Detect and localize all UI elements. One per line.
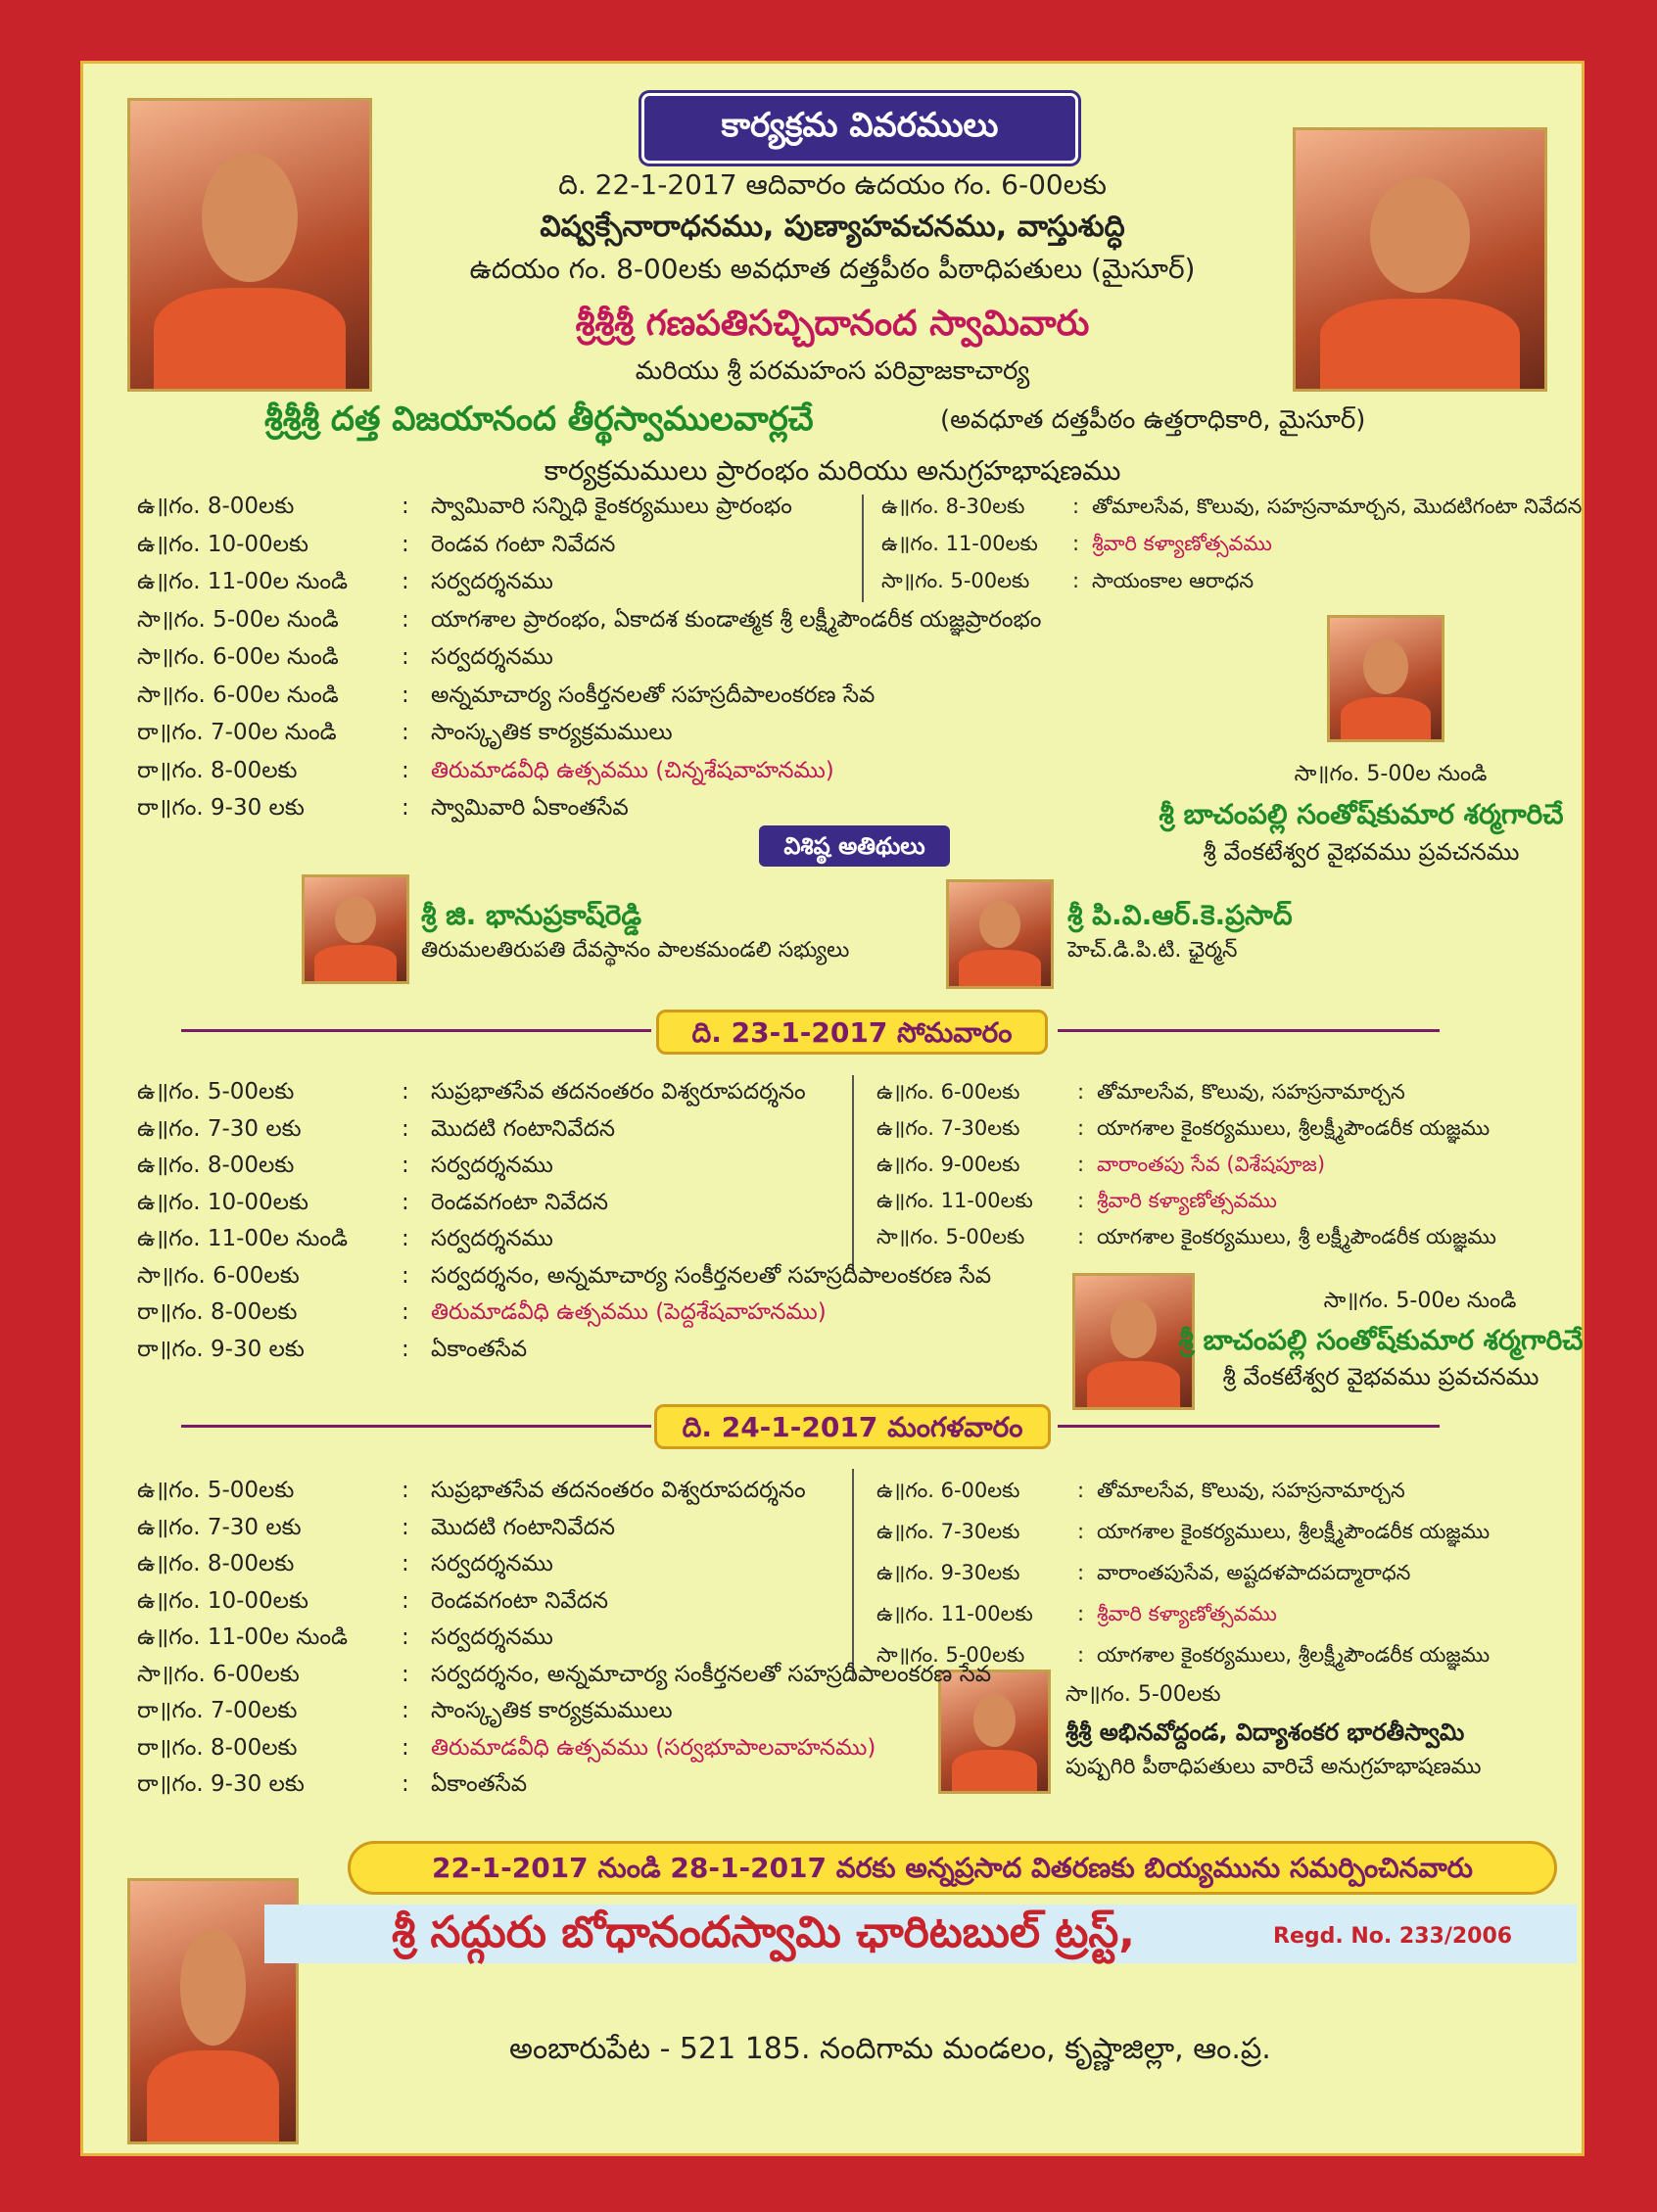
day2-left-time: రా॥గం. 9-30 లకు bbox=[137, 1336, 305, 1362]
trust-regd: Regd. No. 233/2006 bbox=[1273, 1924, 1513, 1949]
day2-speaker-name: శ్రీ బాచంపల్లి సంతోష్‌కుమార శర్మగారిచే bbox=[1178, 1324, 1584, 1356]
day2-right-colon: : bbox=[1077, 1080, 1085, 1104]
day2-right-desc: యాగశాల కైంకర్యములు, శ్రీలక్ష్మీపౌండరీక యజ్ఞము bbox=[1097, 1116, 1491, 1140]
day3-left-colon: : bbox=[402, 1624, 409, 1650]
day2-left-time: రా॥గం. 8-00లకు bbox=[137, 1299, 298, 1325]
day3-right-time: సా॥గం. 5-00లకు bbox=[876, 1643, 1025, 1667]
day2-left-desc: సర్వదర్శనము bbox=[431, 1153, 553, 1178]
guest2-role: హెచ్.డి.పి.టి. ఛైర్మన్ bbox=[1067, 938, 1238, 963]
guest2-name: శ్రీ పి.వి.ఆర్.కె.ప్రసాద్ bbox=[1067, 899, 1293, 931]
day1-left-time: సా॥గం. 6-00ల నుండి bbox=[137, 644, 339, 670]
day1-right-colon: : bbox=[1072, 569, 1080, 592]
day3-right-desc: యాగశాల కైంకర్యములు, శ్రీలక్ష్మీపౌండరీక యజ్ఞము bbox=[1097, 1643, 1491, 1667]
day2-left-colon: : bbox=[402, 1079, 409, 1105]
swamiji-photo-left bbox=[127, 98, 372, 392]
day2-left-colon: : bbox=[402, 1299, 409, 1325]
day2-left-time: ఉ॥గం. 11-00ల నుండి bbox=[137, 1226, 349, 1251]
day1-right-colon: : bbox=[1072, 532, 1080, 555]
day2-right-desc: యాగశాల కైంకర్యములు, శ్రీ లక్ష్మీపౌండరీక యజ్ఞము bbox=[1097, 1225, 1496, 1248]
day2-date: ది. 23-1-2017 సోమవారం bbox=[656, 1010, 1048, 1055]
day2-right-colon: : bbox=[1077, 1153, 1085, 1176]
day3-divider bbox=[852, 1469, 854, 1679]
trust-address: అంబారుపేట - 521 185. నందిగామ మండలం, కృష్ణాజిల్లా, ఆం.ప్ర. bbox=[509, 2032, 1271, 2066]
day3-left-time: ఉ॥గం. 10-00లకు bbox=[137, 1587, 308, 1614]
day3-left-time: ఉ॥గం. 5-00లకు bbox=[137, 1478, 295, 1503]
day3-speaker-time: సా॥గం. 5-00లకు bbox=[1065, 1682, 1221, 1707]
day2-right-desc: తోమాలసేవ, కొలువు, సహస్రనామార్చన bbox=[1097, 1080, 1405, 1104]
day3-right-time: ఉ॥గం. 9-30లకు bbox=[876, 1561, 1020, 1584]
day1-speaker-name: శ్రీ బాచంపల్లి సంతోష్‌కుమార శర్మగారిచే bbox=[1159, 798, 1564, 830]
day3-left-desc: సర్వదర్శనము bbox=[431, 1624, 553, 1650]
day3-speaker-topic: పుష్పగిరి పీఠాధిపతులు వారిచే అనుగ్రహభాషణము bbox=[1065, 1755, 1482, 1779]
day2-left-colon: : bbox=[402, 1336, 409, 1362]
day3-right-desc: యాగశాల కైంకర్యములు, శ్రీలక్ష్మీపౌండరీక యజ్ఞము bbox=[1097, 1520, 1491, 1543]
day3-left-time: ఉ॥గం. 7-30 లకు bbox=[137, 1514, 302, 1540]
day3-right-time: ఉ॥గం. 7-30లకు bbox=[876, 1520, 1020, 1543]
day1-left-colon: : bbox=[402, 531, 409, 557]
day2-divider bbox=[852, 1075, 854, 1271]
day2-left-colon: : bbox=[402, 1226, 409, 1251]
day2-speaker-time: సా॥గం. 5-00ల నుండి bbox=[1323, 1289, 1517, 1313]
guest2-photo bbox=[946, 879, 1054, 989]
day2-left-desc: ఏకాంతసేవ bbox=[431, 1336, 528, 1362]
day3-separator-right bbox=[1058, 1425, 1440, 1428]
day2-right-colon: : bbox=[1077, 1225, 1085, 1248]
day1-right-time: సా॥గం. 5-00లకు bbox=[881, 569, 1030, 592]
day3-left-colon: : bbox=[402, 1661, 409, 1687]
day2-right-colon: : bbox=[1077, 1189, 1085, 1212]
day3-left-time: సా॥గం. 6-00లకు bbox=[137, 1661, 300, 1687]
day3-right-colon: : bbox=[1077, 1520, 1085, 1543]
day2-separator-right bbox=[1058, 1029, 1440, 1032]
day1-left-desc: సర్వదర్శనము bbox=[431, 569, 553, 594]
header-line6a: శ్రీశ్రీశ్రీ దత్త విజయానంద తీర్థస్వాములవార్లచే bbox=[264, 400, 814, 439]
day1-right-desc: తోమాలసేవ, కొలువు, సహస్రనామార్చన, మొదటిగంటా నివేదన bbox=[1092, 494, 1583, 518]
day3-left-desc: తిరుమాడవీధి ఉత్సవము (సర్వభూపాలవాహనము) bbox=[431, 1734, 876, 1761]
day3-right-time: ఉ॥గం. 11-00లకు bbox=[876, 1602, 1033, 1625]
day1-left-colon: : bbox=[402, 795, 409, 821]
day2-left-colon: : bbox=[402, 1262, 409, 1289]
day3-right-colon: : bbox=[1077, 1561, 1085, 1584]
day1-right-desc: శ్రీవారి కళ్యాణోత్సవము bbox=[1092, 532, 1272, 555]
day3-left-desc: మొదటి గంటానివేదన bbox=[431, 1514, 615, 1540]
day1-left-desc: స్వామివారి సన్నిధి కైంకర్యములు ప్రారంభం bbox=[431, 494, 792, 519]
day2-left-time: ఉ॥గం. 5-00లకు bbox=[137, 1079, 295, 1105]
day2-right-time: సా॥గం. 5-00లకు bbox=[876, 1225, 1025, 1248]
day2-right-time: ఉ॥గం. 7-30లకు bbox=[876, 1116, 1020, 1140]
day1-left-desc: అన్నమాచార్య సంకీర్తనలతో సహస్రదీపాలంకరణ సేవ bbox=[431, 682, 876, 708]
page-title: కార్యక్రమ వివరములు bbox=[641, 93, 1078, 164]
header-line4: శ్రీశ్రీశ్రీ గణపతిసచ్చిదానంద స్వామివారు bbox=[575, 304, 1090, 344]
day2-right-colon: : bbox=[1077, 1116, 1085, 1140]
day2-left-desc: రెండవగంటా నివేదన bbox=[431, 1189, 609, 1215]
day1-left-time: ఉ॥గం. 11-00ల నుండి bbox=[137, 569, 349, 594]
day3-separator-left bbox=[181, 1425, 651, 1428]
day3-right-time: ఉ॥గం. 6-00లకు bbox=[876, 1479, 1020, 1502]
day3-left-desc: సర్వదర్శనం, అన్నమాచార్య సంకీర్తనలతో సహస్రదీపాలంకరణ సేవ bbox=[431, 1661, 992, 1687]
day1-left-desc: రెండవ గంటా నివేదన bbox=[431, 531, 616, 557]
day1-left-colon: : bbox=[402, 682, 409, 708]
day3-left-time: రా॥గం. 9-30 లకు bbox=[137, 1771, 305, 1797]
day2-left-time: ఉ॥గం. 8-00లకు bbox=[137, 1153, 295, 1178]
day1-left-time: రా॥గం. 8-00లకు bbox=[137, 757, 298, 783]
guest1-role: తిరుమలతిరుపతి దేవస్థానం పాలకమండలి సభ్యులు bbox=[421, 938, 850, 963]
day3-right-colon: : bbox=[1077, 1643, 1085, 1667]
day3-left-desc: సాంస్కృతిక కార్యక్రమములు bbox=[431, 1698, 673, 1723]
day1-left-time: ఉ॥గం. 8-00లకు bbox=[137, 494, 295, 519]
day2-right-desc: వారాంతపు సేవ (విశేషపూజ) bbox=[1097, 1153, 1326, 1176]
day1-left-colon: : bbox=[402, 569, 409, 594]
day3-left-time: రా॥గం. 8-00లకు bbox=[137, 1734, 298, 1761]
day1-left-desc: స్వామివారి ఏకాంతసేవ bbox=[431, 795, 629, 821]
day1-left-colon: : bbox=[402, 494, 409, 519]
day3-right-desc: శ్రీవారి కళ్యాణోత్సవము bbox=[1097, 1602, 1277, 1625]
day3-left-desc: సుప్రభాతసేవ తదనంతరం విశ్వరూపదర్శనం bbox=[431, 1478, 806, 1503]
day2-right-time: ఉ॥గం. 11-00లకు bbox=[876, 1189, 1033, 1212]
day1-left-colon: : bbox=[402, 757, 409, 783]
day1-speaker-topic: శ్రీ వేంకటేశ్వర వైభవము ప్రవచనము bbox=[1203, 838, 1520, 866]
day3-right-colon: : bbox=[1077, 1479, 1085, 1502]
day2-left-colon: : bbox=[402, 1153, 409, 1178]
day2-right-desc: శ్రీవారి కళ్యాణోత్సవము bbox=[1097, 1189, 1277, 1212]
day3-left-desc: ఏకాంతసేవ bbox=[431, 1771, 528, 1797]
day1-right-colon: : bbox=[1072, 494, 1080, 518]
day3-left-desc: సర్వదర్శనము bbox=[431, 1551, 553, 1577]
day1-left-desc: తిరుమాడవీధి ఉత్సవము (చిన్నశేషవాహనము) bbox=[431, 757, 834, 783]
day1-left-time: ఉ॥గం. 10-00లకు bbox=[137, 531, 308, 557]
day3-speaker-name: శ్రీశ్రీ అభినవోద్దండ, విద్యాశంకర భారతీస్వామి bbox=[1065, 1718, 1465, 1746]
day1-left-time: రా॥గం. 9-30 లకు bbox=[137, 795, 305, 821]
day3-left-time: రా॥గం. 7-00లకు bbox=[137, 1698, 298, 1723]
day2-speaker-topic: శ్రీ వేంకటేశ్వర వైభవము ప్రవచనము bbox=[1222, 1363, 1539, 1390]
day1-left-colon: : bbox=[402, 720, 409, 745]
day2-right-time: ఉ॥గం. 9-00లకు bbox=[876, 1153, 1020, 1176]
day3-right-colon: : bbox=[1077, 1602, 1085, 1625]
day1-left-desc: సాంస్కృతిక కార్యక్రమములు bbox=[431, 720, 673, 745]
footer-banner: 22-1-2017 నుండి 28-1-2017 వరకు అన్నప్రసాద వితరణకు బియ్యమును సమర్పించినవారు bbox=[348, 1841, 1557, 1895]
day2-left-desc: సర్వదర్శనం, అన్నమాచార్య సంకీర్తనలతో సహస్రదీపాలంకరణ సేవ bbox=[431, 1262, 992, 1289]
day1-left-colon: : bbox=[402, 644, 409, 670]
day3-left-time: ఉ॥గం. 8-00లకు bbox=[137, 1551, 295, 1577]
day2-left-desc: తిరుమాడవీధి ఉత్సవము (పెద్దశేషవాహనము) bbox=[431, 1299, 827, 1325]
trust-name: శ్రీ సద్గురు బోధానందస్వామి ఛారిటబుల్ ట్రస్ట్, bbox=[392, 1907, 1135, 1957]
day2-separator-left bbox=[181, 1029, 651, 1032]
header-line6b: (అవధూత దత్తపీఠం ఉత్తరాధికారి, మైసూర్) bbox=[940, 405, 1366, 435]
header-line3: ఉదయం గం. 8-00లకు అవధూత దత్తపీఠం పీఠాధిపతులు (మైసూర్) bbox=[469, 253, 1196, 285]
guest1-name: శ్రీ జి. భానుప్రకాష్‌రెడ్డి bbox=[421, 899, 642, 931]
day3-left-colon: : bbox=[402, 1551, 409, 1577]
day3-right-desc: వారాంతపుసేవ, అష్టదళపాదపద్మారాధన bbox=[1097, 1561, 1411, 1584]
day3-date: ది. 24-1-2017 మంగళవారం bbox=[654, 1404, 1051, 1449]
day1-left-desc: సర్వదర్శనము bbox=[431, 644, 553, 670]
day3-left-desc: రెండవగంటా నివేదన bbox=[431, 1587, 609, 1614]
day3-left-colon: : bbox=[402, 1514, 409, 1540]
day2-left-desc: మొదటి గంటానివేదన bbox=[431, 1115, 615, 1142]
guest1-photo bbox=[302, 874, 409, 984]
speaker1-photo bbox=[1327, 615, 1444, 742]
header-line1: ది. 22-1-2017 ఆదివారం ఉదయం గం. 6-00లకు bbox=[558, 168, 1107, 201]
swamiji-photo-right bbox=[1293, 127, 1547, 392]
day3-left-time: ఉ॥గం. 11-00ల నుండి bbox=[137, 1624, 349, 1650]
day1-right-desc: సాయంకాల ఆరాధన bbox=[1092, 569, 1255, 592]
day1-speaker-time: సా॥గం. 5-00ల నుండి bbox=[1294, 762, 1488, 786]
day3-right-desc: తోమాలసేవ, కొలువు, సహస్రనామార్చన bbox=[1097, 1479, 1405, 1502]
day2-left-desc: సుప్రభాతసేవ తదనంతరం విశ్వరూపదర్శనం bbox=[431, 1079, 806, 1105]
day2-left-time: సా॥గం. 6-00లకు bbox=[137, 1262, 300, 1289]
header-line5: మరియు శ్రీ పరమహంస పరివ్రాజకాచార్య bbox=[635, 356, 1030, 386]
day3-left-colon: : bbox=[402, 1698, 409, 1723]
day2-left-desc: సర్వదర్శనము bbox=[431, 1226, 553, 1251]
header-line2: విష్వక్సేనారాధనము, పుణ్యాహవచనము, వాస్తుశుద్ధి bbox=[540, 210, 1125, 244]
day1-left-time: సా॥గం. 5-00ల నుండి bbox=[137, 606, 339, 633]
day3-left-colon: : bbox=[402, 1478, 409, 1503]
day1-right-time: ఉ॥గం. 8-30లకు bbox=[881, 494, 1025, 518]
day2-left-colon: : bbox=[402, 1189, 409, 1215]
day2-left-colon: : bbox=[402, 1115, 409, 1142]
header-line7: కార్యక్రమములు ప్రారంభం మరియు అనుగ్రహభాషణము bbox=[544, 454, 1121, 487]
day1-right-time: ఉ॥గం. 11-00లకు bbox=[881, 532, 1038, 555]
day2-left-time: ఉ॥గం. 10-00లకు bbox=[137, 1189, 308, 1215]
day1-left-colon: : bbox=[402, 606, 409, 633]
guests-title: విశిష్ఠ అతిథులు bbox=[759, 825, 950, 867]
day3-left-colon: : bbox=[402, 1587, 409, 1614]
day3-left-colon: : bbox=[402, 1771, 409, 1797]
day2-left-time: ఉ॥గం. 7-30 లకు bbox=[137, 1115, 302, 1142]
day1-left-desc: యాగశాల ప్రారంభం, ఏకాదశ కుండాత్మక శ్రీ లక్ష్మీపౌండరీక యజ్ఞప్రారంభం bbox=[431, 606, 1042, 633]
day1-divider bbox=[862, 494, 864, 602]
day3-left-colon: : bbox=[402, 1734, 409, 1761]
day1-left-time: సా॥గం. 6-00ల నుండి bbox=[137, 682, 339, 708]
day1-left-time: రా॥గం. 7-00ల నుండి bbox=[137, 720, 337, 745]
day2-right-time: ఉ॥గం. 6-00లకు bbox=[876, 1080, 1020, 1104]
